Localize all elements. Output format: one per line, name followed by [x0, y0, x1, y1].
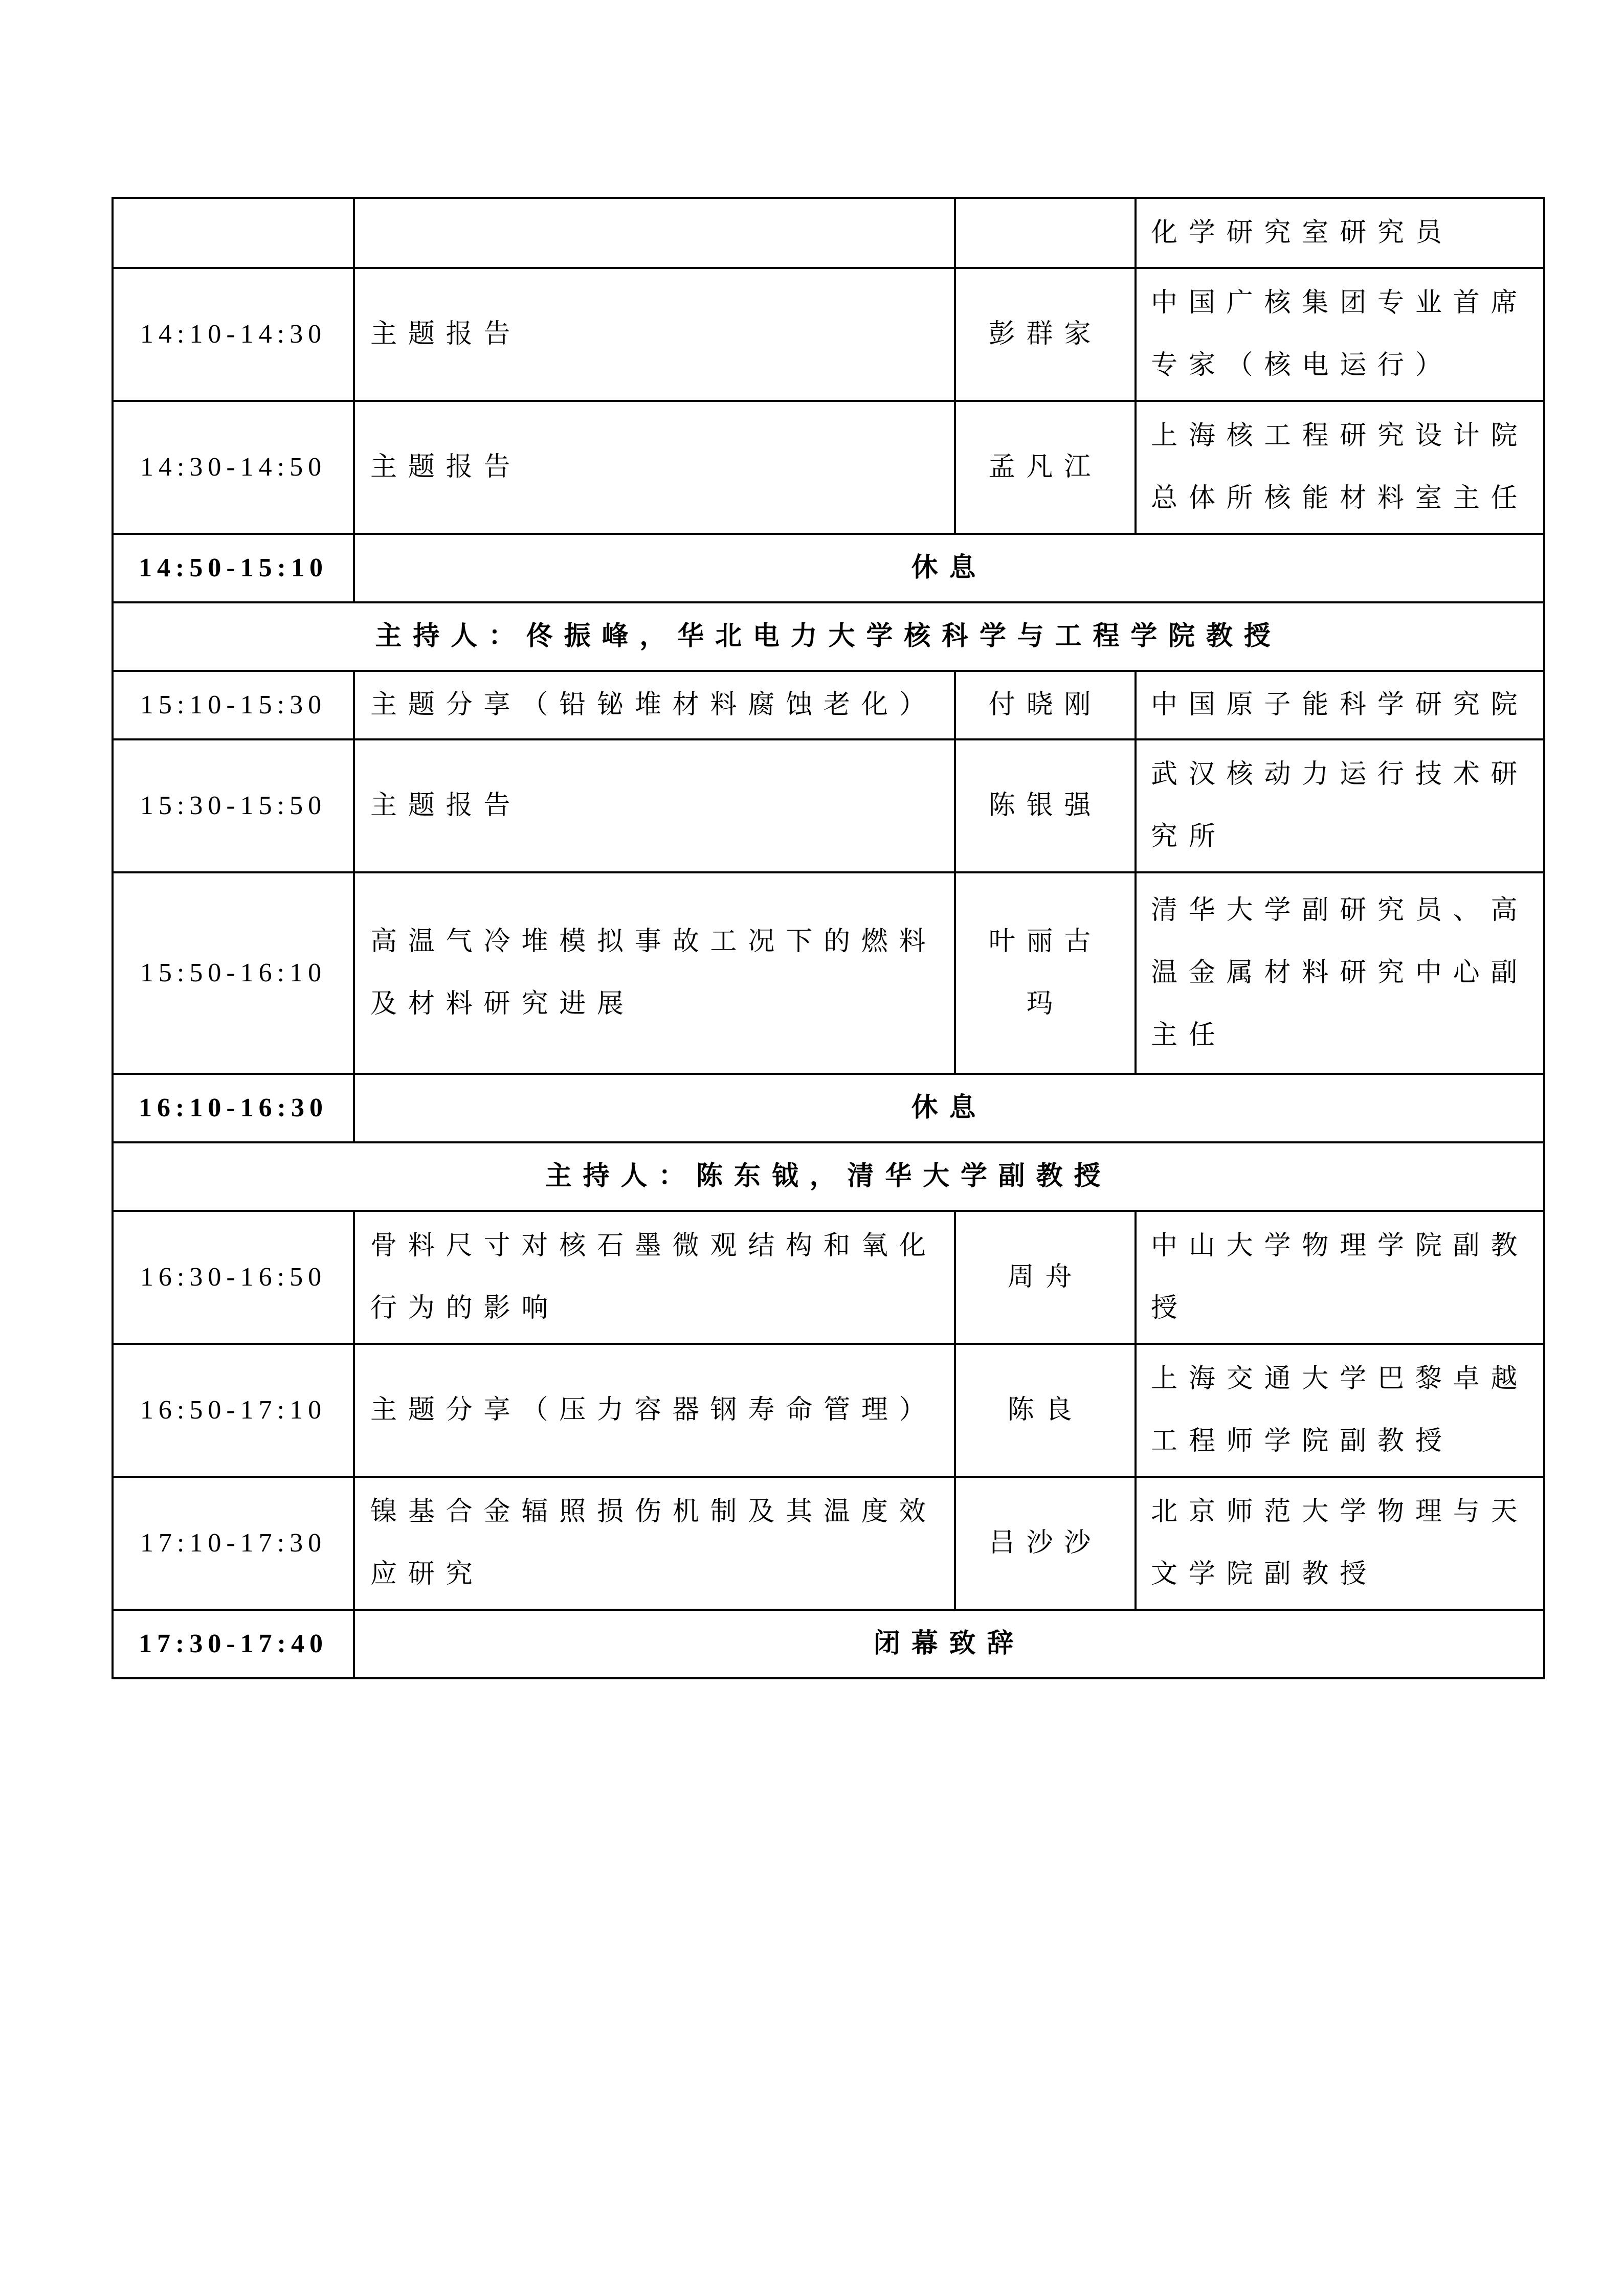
speaker-cell: 陈银强 [955, 739, 1136, 872]
time-cell: 14:50-15:10 [113, 534, 354, 602]
time-cell [113, 198, 354, 268]
table-row [113, 198, 1544, 268]
time-cell: 17:30-17:40 [113, 1610, 354, 1678]
affiliation-cell: 武汉核动力运行技术研究所 [1136, 739, 1544, 872]
title-cell: 主题报告 [354, 268, 955, 401]
chair-row [113, 602, 1544, 671]
time-cell: 15:50-16:10 [113, 872, 354, 1074]
chair-cell: 主持人：佟振峰，华北电力大学核科学与工程学院教授 [113, 602, 1544, 671]
affiliation-cell: 北京师范大学物理与天文学院副教授 [1136, 1477, 1544, 1610]
speaker-cell: 周舟 [955, 1211, 1136, 1344]
affiliation-cell: 上海核工程研究设计院总体所核能材料室主任 [1136, 401, 1544, 534]
title-cell [354, 198, 955, 268]
table-row [113, 739, 1544, 872]
speaker-cell [955, 198, 1136, 268]
break-row [113, 534, 1544, 602]
speaker-cell: 付晓刚 [955, 671, 1136, 739]
title-cell: 主题分享（压力容器钢寿命管理） [354, 1344, 955, 1477]
speaker-cell: 陈良 [955, 1344, 1136, 1477]
table-row [113, 1477, 1544, 1610]
break-cell: 休息 [354, 1074, 1544, 1142]
break-row [113, 1074, 1544, 1142]
break-cell: 休息 [354, 534, 1544, 602]
affiliation-cell: 中山大学物理学院副教授 [1136, 1211, 1544, 1344]
table-row [113, 268, 1544, 401]
time-cell: 17:10-17:30 [113, 1477, 354, 1610]
affiliation-cell: 清华大学副研究员、高温金属材料研究中心副主任 [1136, 872, 1544, 1074]
speaker-cell: 吕沙沙 [955, 1477, 1136, 1610]
table-row [113, 872, 1544, 1074]
speaker-cell: 彭群家 [955, 268, 1136, 401]
affiliation-cell: 中国广核集团专业首席专家（核电运行） [1136, 268, 1544, 401]
chair-cell: 主持人：陈东钺，清华大学副教授 [113, 1142, 1544, 1211]
closing-cell: 闭幕致辞 [354, 1610, 1544, 1678]
time-cell: 14:30-14:50 [113, 401, 354, 534]
speaker-cell: 叶丽古玛 [955, 872, 1136, 1074]
closing-row [113, 1610, 1544, 1678]
table-row [113, 1344, 1544, 1477]
title-cell: 主题报告 [354, 401, 955, 534]
title-cell: 主题分享（铅铋堆材料腐蚀老化） [354, 671, 955, 739]
table-row [113, 671, 1544, 739]
schedule-table [112, 197, 1545, 1679]
title-cell: 镍基合金辐照损伤机制及其温度效应研究 [354, 1477, 955, 1610]
affiliation-cell: 中国原子能科学研究院 [1136, 671, 1544, 739]
chair-row [113, 1142, 1544, 1211]
speaker-cell: 孟凡江 [955, 401, 1136, 534]
title-cell: 高温气冷堆模拟事故工况下的燃料及材料研究进展 [354, 872, 955, 1074]
affiliation-cell: 化学研究室研究员 [1136, 198, 1544, 268]
time-cell: 14:10-14:30 [113, 268, 354, 401]
affiliation-cell: 上海交通大学巴黎卓越工程师学院副教授 [1136, 1344, 1544, 1477]
time-cell: 16:10-16:30 [113, 1074, 354, 1142]
time-cell: 16:50-17:10 [113, 1344, 354, 1477]
time-cell: 16:30-16:50 [113, 1211, 354, 1344]
table-row [113, 401, 1544, 534]
time-cell: 15:30-15:50 [113, 739, 354, 872]
table-row [113, 1211, 1544, 1344]
title-cell: 主题报告 [354, 739, 955, 872]
title-cell: 骨料尺寸对核石墨微观结构和氧化行为的影响 [354, 1211, 955, 1344]
time-cell: 15:10-15:30 [113, 671, 354, 739]
